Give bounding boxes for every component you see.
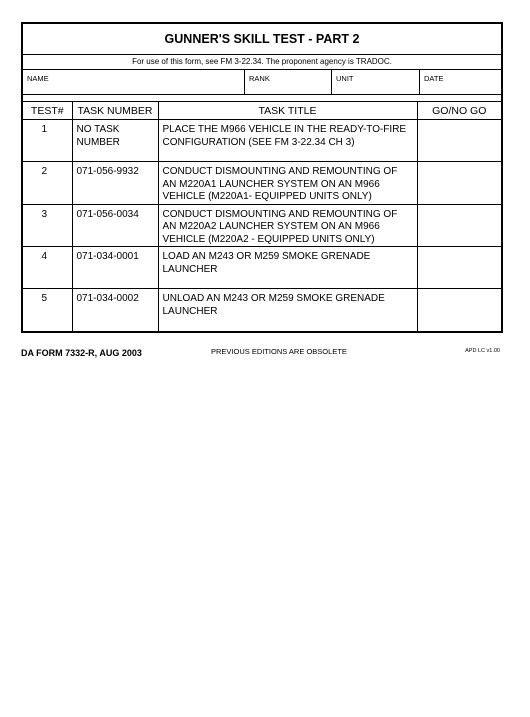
header-go-no-go: GO/NO GO	[417, 102, 501, 120]
task-title-cell: LOAD AN M243 OR M259 SMOKE GRENADE LAUNCHER	[158, 247, 417, 289]
go-no-go-cell[interactable]	[417, 247, 501, 289]
task-number-cell: 071-056-9932	[72, 162, 158, 205]
go-no-go-cell[interactable]	[417, 120, 501, 162]
header-test: TEST#	[23, 102, 72, 120]
table-row	[23, 204, 501, 247]
task-number-cell: NO TASK NUMBER	[72, 120, 158, 162]
test-number-cell: 2	[23, 162, 72, 205]
date-field[interactable]	[420, 70, 501, 94]
skill-test-form	[21, 22, 503, 333]
header-task-number: TASK NUMBER	[72, 102, 158, 120]
name-label: NAME	[27, 74, 49, 83]
form-title: GUNNER'S SKILL TEST - PART 2	[23, 24, 501, 55]
task-title-cell: UNLOAD AN M243 OR M259 SMOKE GRENADE LAUNCHER	[158, 289, 417, 331]
task-title-cell: PLACE THE M966 VEHICLE IN THE READY-TO-FIRE CONFIGURATION (SEE FM 3-22.34 CH 3)	[158, 120, 417, 162]
table-row	[23, 120, 501, 162]
identification-row	[23, 70, 501, 95]
task-number-cell: 071-034-0001	[72, 247, 158, 289]
unit-field[interactable]	[332, 70, 420, 94]
table-row	[23, 247, 501, 289]
go-no-go-cell[interactable]	[417, 162, 501, 205]
unit-label: UNIT	[336, 74, 354, 83]
date-label: DATE	[424, 74, 444, 83]
name-field[interactable]	[23, 70, 245, 94]
go-no-go-cell[interactable]	[417, 289, 501, 331]
editions-note: PREVIOUS EDITIONS ARE OBSOLETE	[211, 347, 347, 356]
test-number-cell: 5	[41, 293, 48, 304]
form-footer	[21, 346, 503, 360]
apd-version: APD LC v1.00	[465, 348, 500, 354]
rank-label: RANK	[249, 74, 270, 83]
form-id: DA FORM 7332-R, AUG 2003	[21, 348, 142, 358]
table-header-row	[23, 102, 501, 120]
rank-field[interactable]	[245, 70, 332, 94]
test-number-cell: 1	[23, 120, 72, 162]
task-title-cell: CONDUCT DISMOUNTING AND REMOUNTING OF AN M220A2 LAUNCHER SYSTEM ON AN M966 VEHICLE (M220A2 - EQUIPPED UNITS ONLY)	[158, 204, 417, 247]
table-row	[23, 162, 501, 205]
form-subtitle: For use of this form, see FM 3-22.34. The proponent agency is TRADOC.	[23, 55, 501, 70]
header-task-title: TASK TITLE	[158, 102, 417, 120]
go-no-go-cell[interactable]	[417, 204, 501, 247]
task-table	[23, 101, 501, 331]
task-number-cell: 071-034-0002	[72, 289, 158, 331]
task-title-cell: CONDUCT DISMOUNTING AND REMOUNTING OF AN M220A1 LAUNCHER SYSTEM ON AN M966 VEHICLE (M220A1- EQUIPPED UNITS ONLY)	[158, 162, 417, 205]
test-number-cell: 3	[23, 204, 72, 247]
table-row	[23, 289, 501, 331]
task-number-cell: 071-056-0034	[72, 204, 158, 247]
test-number-cell: 4	[23, 247, 72, 289]
